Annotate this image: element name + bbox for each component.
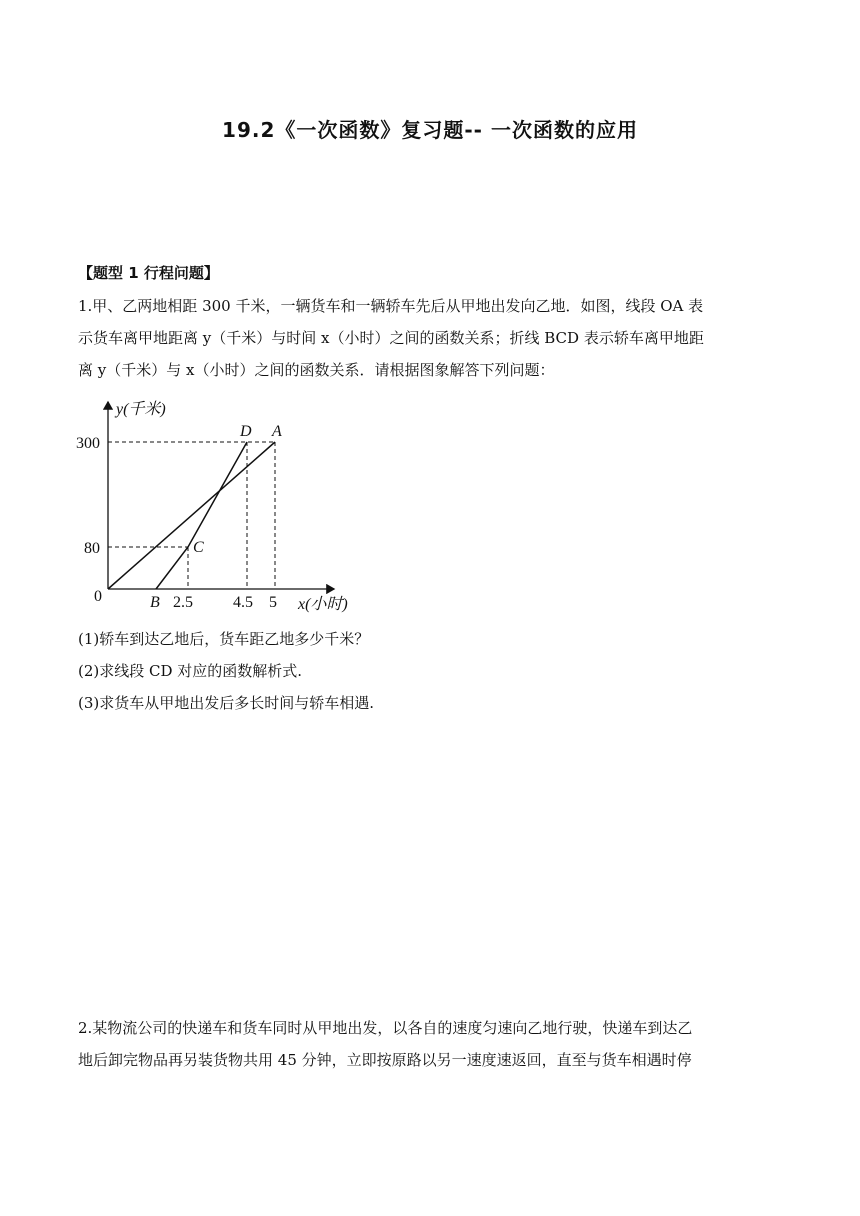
question-3: (3)求货车从甲地出发后多长时间与轿车相遇. [78, 694, 375, 712]
segment-oa [108, 442, 275, 589]
x-tick-4-5: 4.5 [233, 594, 253, 611]
distance-time-graph [72, 394, 372, 616]
y-axis-label: y(千米) [116, 401, 166, 418]
x-axis-label: x(小时) [298, 596, 348, 613]
x-tick-2-5: 2.5 [173, 594, 193, 611]
problem-1-text [78, 290, 784, 386]
origin-label: 0 [94, 588, 102, 605]
question-2: (2)求线段 CD 对应的函数解析式. [78, 662, 303, 680]
x-tick-5: 5 [269, 594, 277, 611]
problem-1-line: 1.甲、乙两地相距 300 千米，一辆货车和一辆轿车先后从甲地出发向乙地．如图，线段 OA 表 [78, 297, 704, 315]
point-label-a: A [272, 423, 282, 440]
point-label-b: B [150, 594, 160, 611]
point-label-d: D [240, 423, 252, 440]
problem-2-line: 2.某物流公司的快递车和货车同时从甲地出发，以各自的速度匀速向乙地行驶，快递车到达乙 [78, 1019, 693, 1037]
question-1: (1)轿车到达乙地后，货车距乙地多少千米？ [78, 630, 370, 648]
y-tick-80: 80 [84, 540, 100, 557]
problem-2-line: 地后卸完物品再另装货物共用 45 分钟，立即按原路以另一速度速返回，直至与货车相遇时停 [78, 1051, 692, 1069]
polyline-bcd [156, 442, 247, 589]
page-title: 19.2《一次函数》复习题-- 一次函数的应用 [222, 118, 638, 142]
problem-2-text [78, 1012, 784, 1076]
point-label-c: C [193, 539, 204, 556]
problem-1-line: 示货车离甲地距离 y（千米）与时间 x（小时）之间的函数关系；折线 BCD 表示轿车离甲地距 [78, 329, 704, 347]
section-heading: 【题型 1 行程问题】 [78, 264, 219, 282]
problem-1-line: 离 y（千米）与 x（小时）之间的函数关系．请根据图象解答下列问题： [78, 361, 555, 379]
y-tick-300: 300 [76, 435, 100, 452]
